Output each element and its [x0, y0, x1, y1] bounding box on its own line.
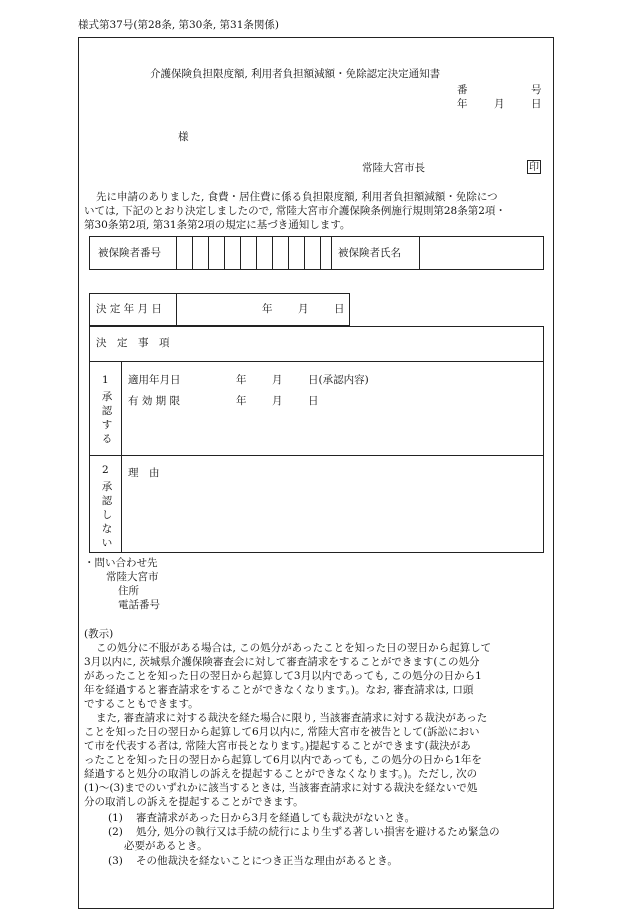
decision-date-year: 年 — [262, 303, 273, 315]
cell-divider — [272, 236, 273, 270]
cell-divider — [176, 293, 177, 326]
cell-divider — [121, 361, 122, 553]
instruction-item-number: (2) — [108, 826, 123, 838]
instruction-p2-line: 経過すると処分の取消しの訴えを提起することができなくなります。)。ただし, 次の — [84, 768, 478, 780]
number-label: 番 — [457, 84, 468, 96]
insured-name-label: 被保険者氏名 — [338, 247, 401, 259]
cell-divider — [176, 236, 177, 270]
instruction-p2-line: て市を代表する者は, 常陸大宮市長となります。)提起することができます(裁決があ — [84, 740, 471, 752]
row-divider — [89, 455, 544, 456]
issuer-name: 常陸大宮市長 — [362, 162, 425, 174]
reason-label: 理 由 — [128, 467, 160, 479]
cell-divider — [320, 236, 321, 270]
number-suffix: 号 — [531, 84, 542, 96]
contact-header: ・問い合わせ先 — [84, 557, 158, 569]
valid-period-month: 月 — [272, 395, 283, 407]
instruction-p2-line: (1)～(3)までのいずれかに該当するときは, 当該審査請求に対する裁決を経ないで処 — [84, 782, 478, 794]
issue-date-day: 日 — [531, 98, 542, 110]
instruction-item-text: 審査請求があった日から3月を経過しても裁決がないとき。 — [136, 812, 416, 824]
document-title: 介護保険負担限度額, 利用者負担額減額・免除認定決定通知書 — [150, 68, 441, 80]
cell-divider — [256, 236, 257, 270]
instruction-p1-line: ですることもできます。 — [84, 698, 199, 710]
valid-period-year: 年 — [236, 395, 247, 407]
seal-mark: 印 — [529, 162, 539, 173]
recipient-suffix: 様 — [178, 131, 189, 143]
instruction-p2-line: 分の取消しの訴えを提起することができます。 — [84, 796, 304, 808]
instruction-item-number: (1) — [108, 812, 123, 824]
instruction-p1-line: この処分に不服がある場合は, この処分があったことを知った日の翌日から起算して — [96, 642, 492, 654]
issue-date-month: 月 — [494, 98, 505, 110]
cell-divider — [224, 236, 225, 270]
contact-address: 住所 — [118, 585, 139, 597]
instruction-p1-line: 年を経過すると審査請求をすることができなくなります。)。なお, 審査請求は, 口頭 — [84, 684, 474, 696]
form-number: 様式第37号(第28条, 第30条, 第31条関係) — [78, 19, 279, 31]
intro-line-3: 第30条第2項, 第31条第2項の規定に基づき通知します。 — [84, 219, 351, 231]
intro-line-2: いては, 下記のとおり決定しましたので, 常陸大宮市介護保険条例施行規則第28条第2項・ — [84, 205, 506, 217]
applied-date-label: 適用年月日 — [128, 374, 181, 386]
instruction-item-text: 処分, 処分の執行又は手続の続行により生ずる著しい損害を避けるため緊急の — [136, 826, 500, 838]
approve-label: 承認する — [101, 391, 113, 445]
cell-divider — [304, 236, 305, 270]
approve-number: 1 — [102, 374, 109, 386]
decision-date-day: 日 — [334, 303, 345, 315]
instruction-item-text: その他裁決を経ないことにつき正当な理由があるとき。 — [136, 855, 398, 867]
cell-divider — [288, 236, 289, 270]
cell-divider — [240, 236, 241, 270]
instruction-p2-line: また, 審査請求に対する裁決を経た場合に限り, 当該審査請求に対する裁決があった — [96, 712, 488, 724]
instruction-p2-line: ことを知った日の翌日から起算して6月以内に, 常陸大宮市を被告として(訴訟におい — [84, 726, 480, 738]
instruction-p1-line: があったことを知った日の翌日から起算して3月以内であっても, この処分の日から1 — [84, 670, 482, 682]
row-divider — [89, 361, 544, 362]
decision-date-month: 月 — [298, 303, 309, 315]
contact-phone: 電話番号 — [118, 599, 160, 611]
instruction-item-number: (3) — [108, 855, 123, 867]
cell-divider — [208, 236, 209, 270]
intro-line-1: 先に申請のありました, 食費・居住費に係る負担限度額, 利用者負担額減額・免除につ — [96, 191, 498, 203]
cell-divider — [192, 236, 193, 270]
insured-number-label: 被保険者番号 — [98, 247, 161, 259]
deny-number: 2 — [102, 464, 109, 476]
decision-items-label: 決 定 事 項 — [96, 337, 170, 349]
issue-date-year: 年 — [457, 98, 468, 110]
deny-label: 承認しない — [101, 481, 113, 549]
instruction-item-text: 必要があるとき。 — [124, 840, 208, 852]
valid-period-label: 有 効 期 限 — [128, 395, 181, 407]
applied-date-month: 月 — [272, 374, 283, 386]
cell-divider — [331, 236, 332, 270]
cell-divider — [419, 236, 420, 270]
instruction-p2-line: ったことを知った日の翌日から起算して6月以内であっても, この処分の日から1年を — [84, 754, 482, 766]
applied-date-year: 年 — [236, 374, 247, 386]
decision-date-label: 決 定 年 月 日 — [96, 303, 162, 315]
valid-period-day: 日 — [308, 395, 319, 407]
contact-org: 常陸大宮市 — [106, 571, 159, 583]
instruction-header: (教示) — [84, 628, 114, 640]
instruction-p1-line: 3月以内に, 茨城県介護保険審査会に対して審査請求をすることができます(この処分 — [84, 656, 480, 668]
applied-date-day: 日(承認内容) — [308, 374, 369, 386]
